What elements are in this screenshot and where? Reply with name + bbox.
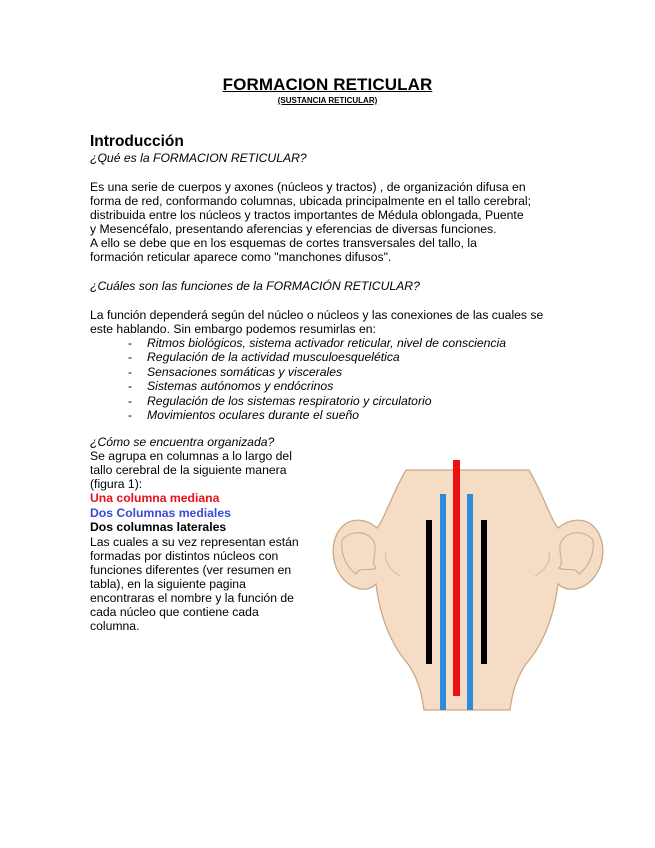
paragraph-line: A ello se debe que en los esquemas de cortes transversales del tallo, la [90,236,477,250]
question-funciones: ¿Cuáles son las funciones de la FORMACIÓN RETICULAR? [90,279,420,293]
paragraph-line: Es una serie de cuerpos y axones (núcleos y tractos) , de organización difusa en [90,180,526,194]
list-item-text: Regulación de la actividad musculoesquelética [147,350,400,365]
bullet-dash: - [128,393,133,408]
question-que-es: ¿Qué es la FORMACION RETICULAR? [90,151,307,165]
list-item [128,350,506,364]
paragraph-line: distribuida entre los núcleos y tractos importantes de Médula oblongada, Puente [90,208,524,222]
list-item-text: Regulación de los sistemas respiratorio y circulatorio [147,393,432,408]
list-item [128,394,506,408]
list-item [128,365,506,379]
label-columna-mediana: Una columna mediana [90,491,220,505]
paragraph-line: cada núcleo que contiene cada [90,605,259,619]
section-heading-introduccion: Introducción [90,133,184,150]
paragraph-line: formación reticular aparece como "manchones difusos". [90,250,392,264]
bullet-dash: - [128,350,133,365]
document-title: FORMACION RETICULAR [222,75,433,94]
label-columnas-mediales: Dos Columnas mediales [90,506,231,520]
list-item-text: Sistemas autónomos y endócrinos [147,379,334,394]
list-item [128,336,506,350]
paragraph-line: tabla), en la siguiente pagina [90,577,246,591]
list-item-text: Sensaciones somáticas y viscerales [147,364,343,379]
paragraph-line: formadas por distintos núcleos con [90,549,279,563]
bullet-dash: - [128,364,133,379]
functions-list [128,336,506,422]
paragraph-line: La función dependerá según del núcleo o núcleos y las conexiones de las cuales se [90,308,544,322]
bullet-dash: - [128,336,133,350]
paragraph-line: encontraras el nombre y la función de [90,591,294,605]
bullet-dash: - [128,408,133,423]
lateral-column-right-bar [481,520,487,664]
figura-tallo-cerebral [330,458,605,718]
median-column-bar [453,460,460,696]
document-subtitle: (SUSTANCIA RETICULAR) [277,96,378,105]
lateral-column-left-bar [426,520,432,664]
medial-column-right-bar [467,494,473,710]
paragraph-line: tallo cerebral de la siguiente manera [90,463,287,477]
paragraph-line: y Mesencéfalo, presentando aferencias y eferencias de diversas funciones. [90,222,497,236]
bullet-dash: - [128,379,133,394]
paragraph-line: este hablando. Sin embargo podemos resumirlas en: [90,322,376,336]
list-item-text: Movimientos oculares durante el sueño [147,408,360,423]
paragraph-line: funciones diferentes (ver resumen en [90,563,292,577]
paragraph-line: (figura 1): [90,477,143,491]
paragraph-line: forma de red, conformando columnas, ubicada principalmente en el tallo cerebral; [90,194,532,208]
list-item [128,408,506,422]
question-organizada: ¿Cómo se encuentra organizada? [90,435,275,449]
medial-column-left-bar [440,494,446,710]
list-item [128,379,506,393]
paragraph-line: Las cuales a su vez representan están [90,535,299,549]
label-columnas-laterales: Dos columnas laterales [90,520,227,534]
list-item-text: Ritmos biológicos, sistema activador reticular, nivel de consciencia [147,336,507,350]
paragraph-line: Se agrupa en columnas a lo largo del [90,449,292,463]
paragraph-line: columna. [90,619,140,633]
